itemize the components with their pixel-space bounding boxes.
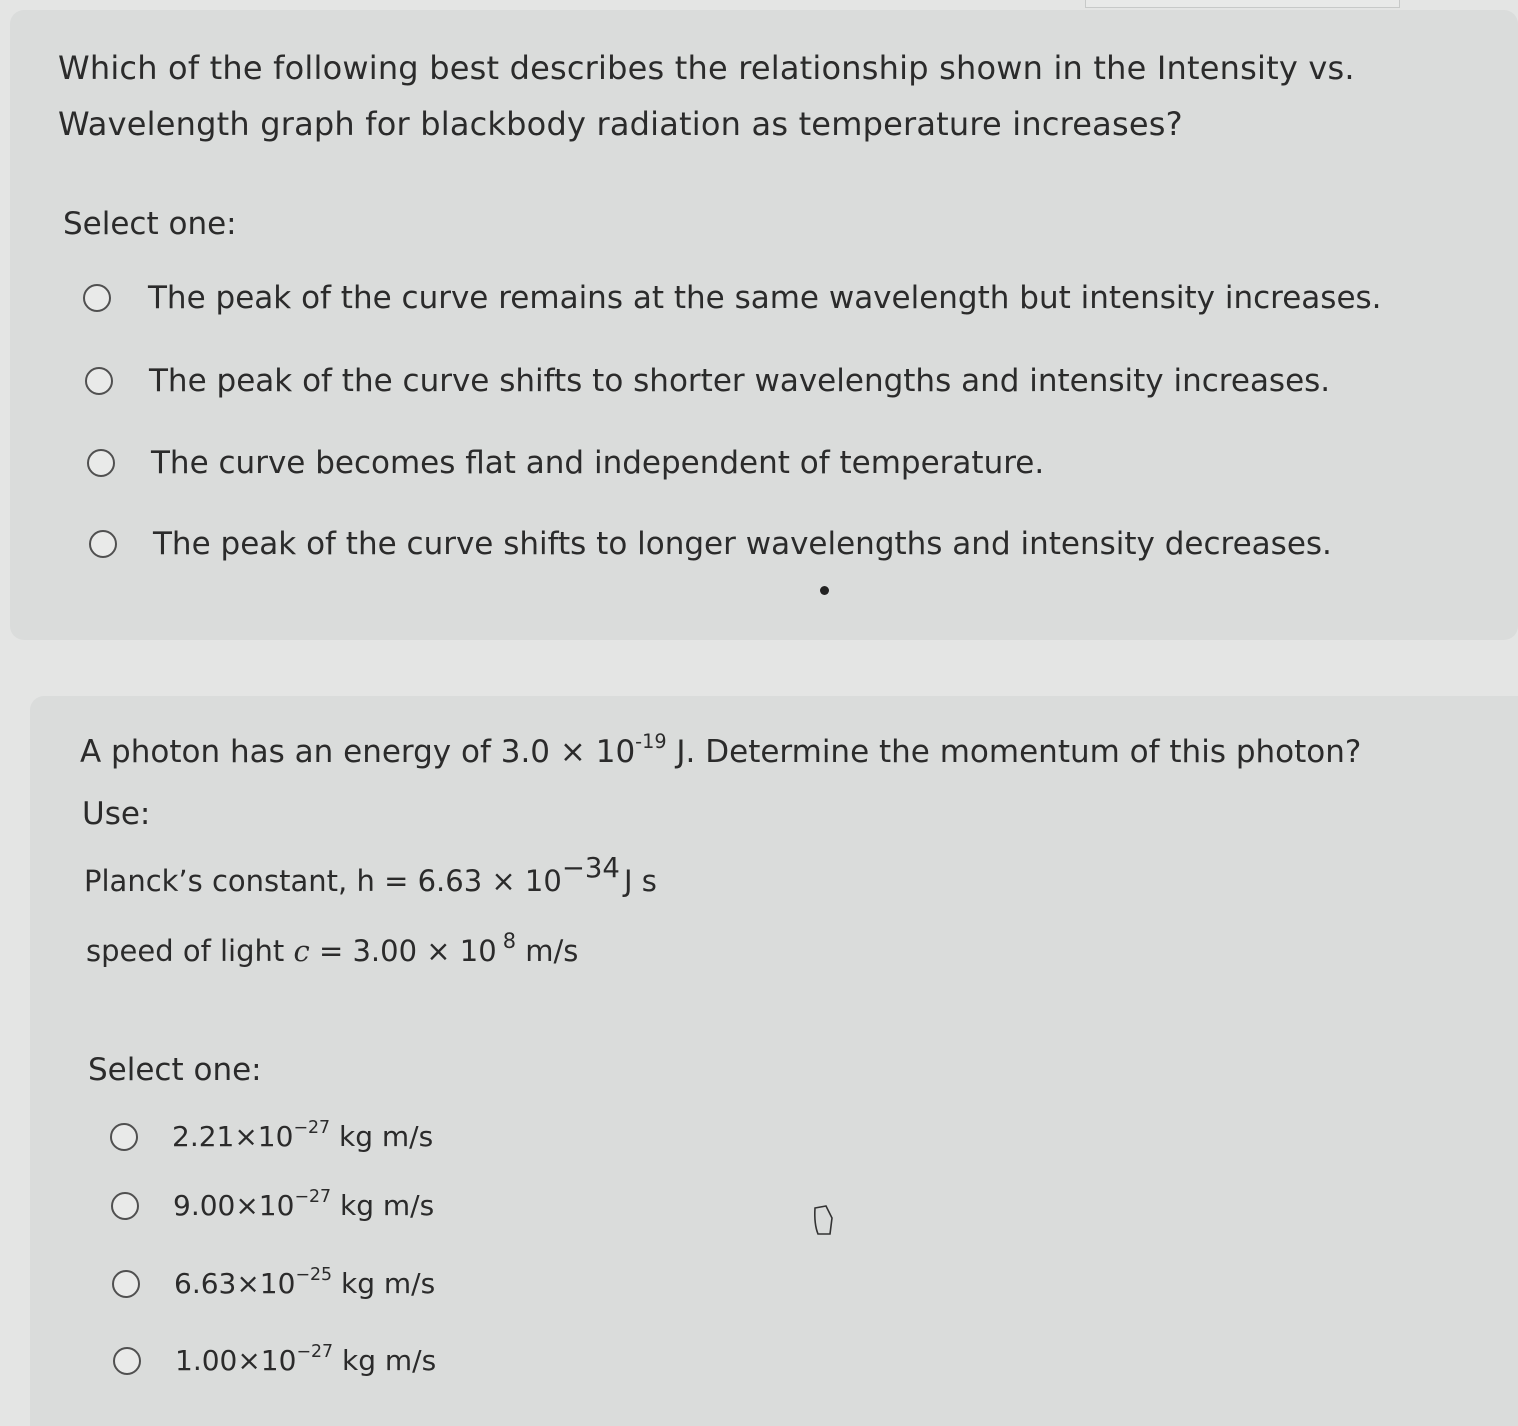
radio-button[interactable]	[111, 1192, 139, 1220]
q2-option-a-base: 2.21×10	[172, 1120, 294, 1153]
top-edge-tab	[1085, 0, 1400, 8]
q2-option-b-unit: kg m/s	[331, 1189, 435, 1222]
q1-option-b[interactable]	[85, 363, 1330, 399]
radio-button[interactable]	[110, 1123, 138, 1151]
question-card-2	[30, 696, 1518, 1426]
radio-button[interactable]	[83, 284, 111, 312]
radio-button[interactable]	[85, 367, 113, 395]
question-2-prompt	[80, 729, 1362, 770]
q1-option-a-label: The peak of the curve remains at the same wavelength but intensity increases.	[148, 280, 1382, 316]
radio-button[interactable]	[89, 530, 117, 558]
screen-speck	[820, 586, 829, 595]
planck-constant-line	[84, 852, 657, 898]
photon-energy-base: 3.0 × 10	[500, 734, 636, 770]
speed-of-light-symbol: c	[293, 934, 310, 968]
photon-energy-exponent: -19	[635, 729, 667, 753]
q2-option-a[interactable]	[110, 1117, 434, 1153]
q2-option-a-unit: kg m/s	[330, 1120, 434, 1153]
q2-option-b-exponent: −27	[294, 1186, 332, 1207]
q2-option-c-exponent: −25	[295, 1264, 333, 1285]
planck-constant-exponent: −34	[561, 852, 620, 885]
question-1-text	[58, 40, 1355, 152]
q2-option-c-base: 6.63×10	[174, 1267, 296, 1300]
q2-option-b-base: 9.00×10	[173, 1189, 295, 1222]
q2-option-d[interactable]	[113, 1341, 437, 1377]
q2-option-a-label	[172, 1117, 434, 1153]
question-1-line-2: Wavelength graph for blackbody radiation as temperature increases?	[58, 105, 1183, 143]
q2-option-c-label	[174, 1264, 436, 1300]
q1-option-d[interactable]	[89, 526, 1332, 562]
radio-button[interactable]	[113, 1347, 141, 1375]
q1-option-c[interactable]	[87, 445, 1044, 481]
q2-option-b[interactable]	[111, 1186, 435, 1222]
q2-option-b-label	[173, 1186, 435, 1222]
speed-of-light-line	[86, 929, 579, 968]
question-2-prompt-end: J. Determine the momentum of this photon?	[666, 734, 1362, 770]
question-1-line-1: Which of the following best describes the relationship shown in the Intensity vs.	[58, 49, 1355, 87]
speed-of-light-label: speed of light	[86, 934, 294, 968]
q1-option-c-label: The curve becomes flat and independent of temperature.	[151, 445, 1045, 481]
radio-button[interactable]	[112, 1270, 140, 1298]
question-2-prompt-start: A photon has an energy of	[80, 734, 501, 770]
q2-option-c[interactable]	[112, 1264, 436, 1300]
planck-constant-equation: h = 6.63 × 10	[356, 864, 562, 898]
q2-option-d-base: 1.00×10	[175, 1344, 297, 1377]
select-one-label-2: Select one:	[88, 1052, 262, 1088]
speed-of-light-equation: = 3.00 × 10	[309, 934, 497, 968]
q2-option-d-unit: kg m/s	[333, 1344, 437, 1377]
q1-option-b-label: The peak of the curve shifts to shorter wavelengths and intensity increases.	[149, 363, 1331, 399]
q1-option-d-label: The peak of the curve shifts to longer wavelengths and intensity decreases.	[153, 526, 1332, 562]
question-card-1	[10, 10, 1518, 640]
q1-option-a[interactable]	[83, 280, 1382, 316]
q2-option-d-exponent: −27	[296, 1341, 334, 1362]
q2-option-c-unit: kg m/s	[332, 1267, 436, 1300]
planck-constant-unit: J s	[623, 864, 657, 898]
q2-option-d-label	[175, 1341, 437, 1377]
photon-energy-value	[500, 729, 667, 770]
mouse-pointer-icon	[812, 1204, 836, 1240]
planck-constant-label: Planck’s constant,	[84, 864, 357, 898]
speed-of-light-unit: m/s	[516, 934, 579, 968]
radio-button[interactable]	[87, 449, 115, 477]
select-one-label: Select one:	[63, 206, 237, 242]
use-label: Use:	[82, 796, 151, 832]
q2-option-a-exponent: −27	[293, 1117, 331, 1138]
speed-of-light-exponent: 8	[502, 929, 516, 954]
